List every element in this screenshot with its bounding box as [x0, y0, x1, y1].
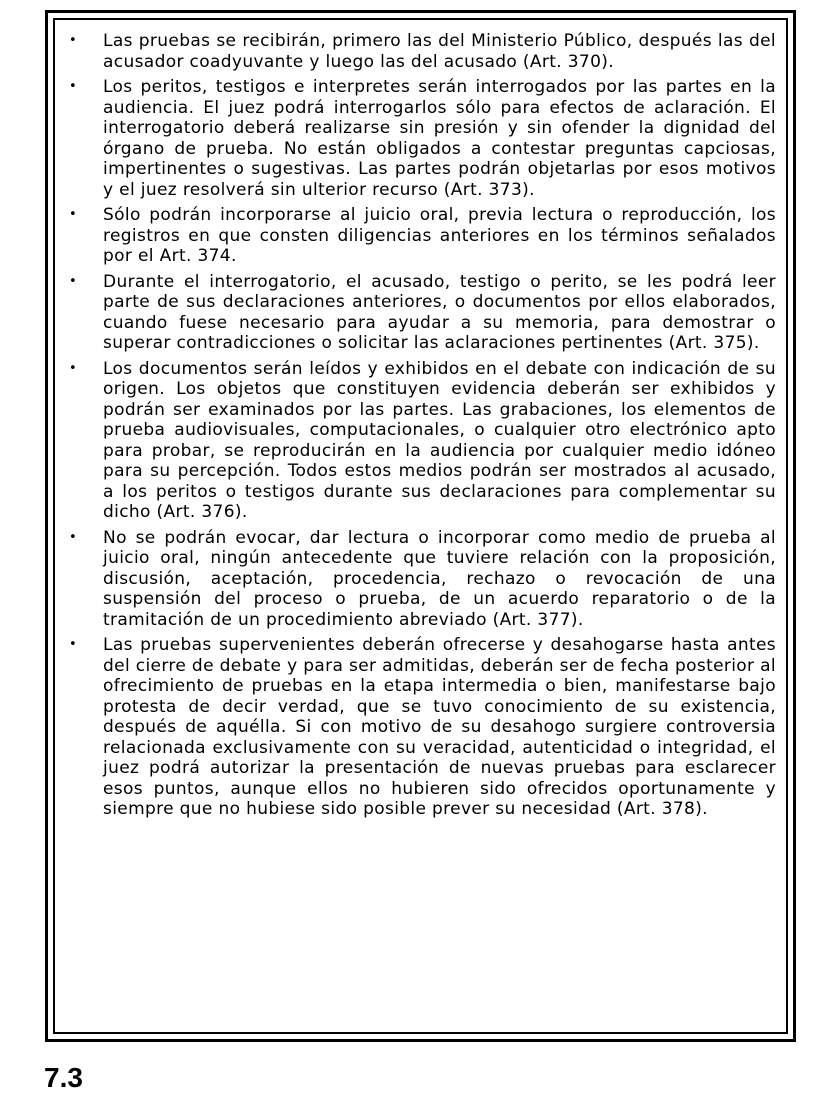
bullet-item: • Las pruebas se recibirán, primero las del Ministerio Público, después las del acusador coadyuvante y luego las del acusado (Art. 370). — [65, 31, 776, 72]
document-frame-outer — [45, 10, 796, 1042]
page-number: 7.3 — [44, 1062, 83, 1093]
bullet-list — [65, 31, 776, 825]
document-frame-inner — [53, 18, 788, 1034]
bullet-item: • Las pruebas supervenientes deberán ofrecerse y desahogarse hasta antes del cierre de debate y para ser admitidas, deberán ser de fecha posterior al ofrecimiento de pruebas en la etapa intermedia o bien, manifestarse bajo protesta de decir verdad, que se tuvo conocimiento de su existencia, después de aquélla. Si con motivo de su desahogo surgiere controversia relacionada exclusivamente con su veracidad, autenticidad o integridad, el juez podrá autorizar la presentación de nuevas pruebas para esclarecer esos puntos, aunque ellos no hubieren sido ofrecidos oportunamente y siempre que no hubiese sido posible prever su necesidad (Art. 378). — [65, 635, 776, 820]
bullet-item: • Los documentos serán leídos y exhibidos en el debate con indicación de su origen. Los objetos que constituyen evidencia deberán ser exhibidos y podrán ser examinados por las partes. Las grabaciones, los elementos de prueba audiovisuales, computacionales, o cualquier otro electrónico apto para probar, se reproducirán en la audiencia por cualquier medio idóneo para su percepción. Todos estos medios podrán ser mostrados al acusado, a los peritos o testigos durante sus declaraciones para complementar su dicho (Art. 376). — [65, 359, 776, 523]
bullet-item: • Sólo podrán incorporarse al juicio oral, previa lectura o reproducción, los registros en que consten diligencias anteriores en los términos señalados por el Art. 374. — [65, 205, 776, 267]
bullet-item: • No se podrán evocar, dar lectura o incorporar como medio de prueba al juicio oral, ningún antecedente que tuviere relación con la proposición, discusión, aceptación, procedencia, rechazo o revocación de una suspensión del proceso o prueba, de un acuerdo reparatorio o de la tramitación de un procedimiento abreviado (Art. 377). — [65, 528, 776, 631]
bullet-item: • Los peritos, testigos e interpretes serán interrogados por las partes en la audiencia. El juez podrá interrogarlos sólo para efectos de aclaración. El interrogatorio deberá realizarse sin presión y sin ofender la dignidad del órgano de prueba. No están obligados a contestar preguntas capciosas, impertinentes o sugestivas. Las partes podrán objetarlas por esos motivos y el juez resolverá sin ulterior recurso (Art. 373). — [65, 77, 776, 200]
bullet-item: • Durante el interrogatorio, el acusado, testigo o perito, se les podrá leer parte de sus declaraciones anteriores, o documentos por ellos elaborados, cuando fuese necesario para ayudar a su memoria, para demostrar o superar contradicciones o solicitar las aclaraciones pertinentes (Art. 375). — [65, 272, 776, 354]
